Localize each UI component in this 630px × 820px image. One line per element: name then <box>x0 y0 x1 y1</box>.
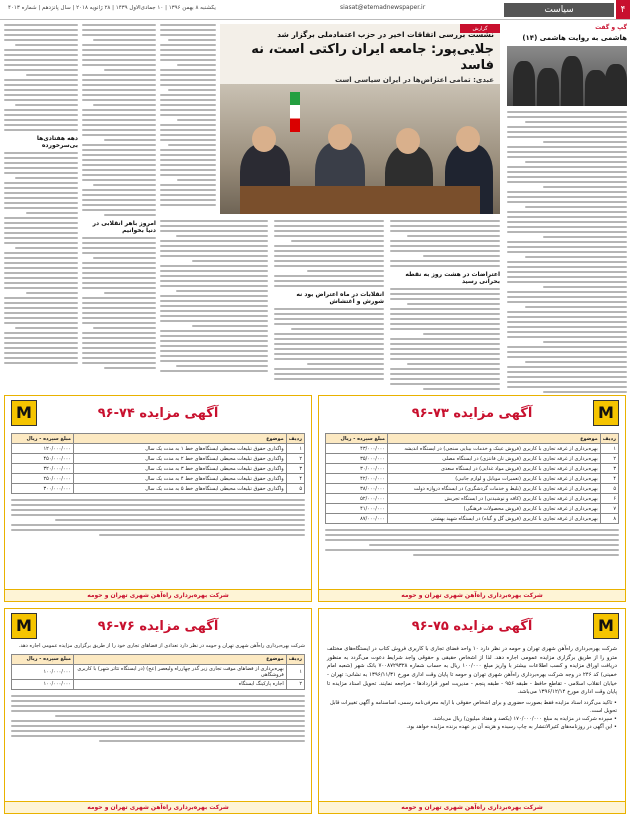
ad-table <box>325 433 619 524</box>
lead-story <box>160 24 500 384</box>
column-body <box>507 111 627 393</box>
table-row: ۱ واگذاری حقوق تبلیغات محیطی ایستگاه‌های خط ۱ به مدت یک سال ۱۲۰/۰۰۰/۰۰۰ <box>12 444 305 454</box>
table-row: ۶ بهره‌برداری از غرفه تجاری با کاربری (کافه و نوشیدنی) در ایستگاه تجریش ۵۲/۰۰۰/۰۰۰ <box>326 494 619 504</box>
lead-body-side <box>160 24 216 214</box>
table-row: ۲ اجاره پارکینگ ایستگاه ۱۰۰/۰۰۰/۰۰۰ <box>12 679 305 689</box>
dateline: یکشنبه ۸ بهمن ۱۳۹۶ | ۱۰ جمادی‌الاول ۱۴۳۹ | ۲۸ ژانویه ۲۰۱۸ | سال پانزدهم | شماره ۴۰۱۳ <box>8 5 216 11</box>
lead-body-col2 <box>274 220 384 380</box>
col-header: مبلغ سپرده - ریال <box>326 434 388 444</box>
col-header: مبلغ سپرده - ریال <box>12 654 74 664</box>
metro-logo-icon: M <box>11 400 37 426</box>
page-header <box>0 0 630 20</box>
column-title: هاشمی به روایت هاشمی (۱۴) <box>522 34 627 42</box>
metro-logo-icon: M <box>11 613 37 639</box>
table-row: ۱ بهره‌برداری از فضاهای موقت تجاری زیر گذر چهارراه ولیعصر (عج) (در ایستگاه تئاتر شهر) با کاربری فروشگاهی ۱۰۰/۰۰۰/۰۰۰ <box>12 664 305 679</box>
table-row: ۴ واگذاری حقوق تبلیغات محیطی ایستگاه‌های خط ۴ به مدت یک سال ۲۵۰/۰۰۰/۰۰۰ <box>12 474 305 484</box>
ad-signature: شرکت بهره‌برداری راه‌آهن شهری تهران و حومه <box>5 589 311 601</box>
table-row: ۸ بهره‌برداری از غرفه تجاری با کاربری (فروش گل و گیاه) در ایستگاه شهید بهشتی ۸۷/۰۰۰/۰۰۰ <box>326 514 619 524</box>
table-row: ۳ واگذاری حقوق تبلیغات محیطی ایستگاه‌های خط ۳ به مدت یک سال ۳۲۰/۰۰۰/۰۰۰ <box>12 464 305 474</box>
section-title: سیاست <box>504 3 614 17</box>
table-row: ۲ بهره‌برداری از غرفه تجاری با کاربری (فروش نان فانتزی) در ایستگاه مصلی ۳۵/۰۰۰/۰۰۰ <box>326 454 619 464</box>
story-subline: عبدی: تمامی اعتراض‌ها در ایران سیاسی است <box>335 76 494 85</box>
right-column <box>507 24 627 384</box>
ad-bullet: • تاکید می‌گردد اسناد مزایده فقط بصورت حضوری و برای اشخاص حقوقی با ارایه معرفی‌نامه رسمی، اساسنامه و آگهی تغییرات قابل تحویل است. <box>330 699 617 714</box>
ad-title: آگهی مزایده ۷۳-۹۶ <box>411 405 533 421</box>
story-headline[interactable]: جلایی‌پور: جامعه ایران راکتی است، نه فاسد <box>251 42 494 73</box>
metro-logo-icon: M <box>593 613 619 639</box>
table-row: ۲ واگذاری حقوق تبلیغات محیطی ایستگاه‌های خط ۲ به مدت یک سال ۴۵۰/۰۰۰/۰۰۰ <box>12 454 305 464</box>
subhead-revolution: امروز باهر انقلابی در دنیا بخوانیم <box>92 220 156 234</box>
story-kicker: نشست بررسی اتفاقات اخیر در حزب اعتمادملی برگزار شد <box>277 30 494 39</box>
col-header: ردیف <box>286 654 304 664</box>
ad-signature: شرکت بهره‌برداری راه‌آهن شهری تهران و حومه <box>319 801 625 813</box>
ad-73 <box>318 395 626 602</box>
ad-title: آگهی مزایده ۷۶-۹۶ <box>97 618 219 634</box>
subhead-crisis: اعتراضات در هشت روز به نقطه بحرانی رسید <box>405 271 500 285</box>
table-row: ۵ واگذاری حقوق تبلیغات محیطی ایستگاه‌های خط ۵ به مدت یک سال ۳۰۰/۰۰۰/۰۰۰ <box>12 484 305 494</box>
ad-table <box>11 654 305 690</box>
table-row: ۷ بهره‌برداری از غرفه تجاری با کاربری (فروش محصولات فرهنگی) ۴۱/۰۰۰/۰۰۰ <box>326 504 619 514</box>
table-row: ۱ بهره‌برداری از غرفه تجاری با کاربری (فروش عینک و خدمات بینایی سنجی) در ایستگاه اندیشه ۴۳/۰۰۰/۰۰۰ <box>326 444 619 454</box>
col-header: موضوع <box>74 434 287 444</box>
col-header: موضوع <box>74 654 287 664</box>
col-header: مبلغ سپرده - ریال <box>12 434 74 444</box>
table-row: ۵ بهره‌برداری از غرفه تجاری با کاربری (بلیط و خدمات گردشگری) در ایستگاه دروازه دولت ۳۸/۰۰۰/۰۰۰ <box>326 484 619 494</box>
ad-76 <box>4 608 312 814</box>
family-photo <box>507 46 627 106</box>
col-header: ردیف <box>286 434 304 444</box>
ad-intro: شرکت بهره‌برداری راه‌آهن شهری تهران و حومه در نظر دارد تعدادی از فضاهای تجاری خود را از طریق برگزاری مزایده عمومی اجاره دهد. <box>18 643 305 649</box>
website-email[interactable]: siasat@etemadnewspaper.ir <box>340 4 426 11</box>
page-number: ۴ <box>616 0 630 19</box>
ad-bullet: • سپرده شرکت در مزایده به مبلغ ۱۷۰/۰۰۰/۰۰۰ (یکصد و هفتاد میلیون) ریال می‌باشد. <box>432 715 617 722</box>
report-label: گزارش <box>460 24 500 33</box>
ad-table <box>11 433 305 494</box>
subhead-protest: انقلابات در ماه اعتراض بود نه شورش و اغتشاش <box>296 291 384 305</box>
table-row: ۴ بهره‌برداری از غرفه تجاری با کاربری (تعمیرات موبایل و لوازم جانبی) ۴۲/۰۰۰/۰۰۰ <box>326 474 619 484</box>
ad-title: آگهی مزایده ۷۴-۹۶ <box>97 405 219 421</box>
left-columns <box>4 24 156 384</box>
ad-body: شرکت بهره‌برداری راه‌آهن شهری تهران و حومه در نظر دارد ۱۰ واحد فضای تجاری با کاربری فروش کتاب در ایستگاه‌های مختلف مترو را از طریق برگزاری مزایده عمومی اجاره دهد. لذا از اشخاص حقیقی و حقوقی واجد شرایط دعوت می‌گردد به منظور دریافت اوراق مزایده و کسب اطلاعات بیشتر با واریز مبلغ ۱۰۰/۰۰۰ ریال به حساب شماره ۷۰۰۸۷۲۹۳۲۸ بانک شهر (شعبه امام خمینی) کد ۲۴۶ در وجه شرکت بهره‌برداری راه‌آهن شهری تهران و حومه تا پایان وقت اداری مورخ ۱۳۹۶/۱۱/۳۱ به نشانی: تهران - خیابان انقلاب اسلامی - تقاطع حافظ - طبقه ۹۵۶ - طبقه پنجم - مدیریت امور قراردادها - مراجعه نمایند. تحویل اسناد مزایده تا پایان وقت اداری مورخ ۱۳۹۶/۱۲/۱۴ می‌باشد. <box>327 646 618 696</box>
col-header: موضوع <box>388 434 601 444</box>
lead-body-col3 <box>160 220 268 372</box>
ad-bullet: • این آگهی در روزنامه‌های کثیرالانتشار به چاپ رسیده و هزینه آن بر عهده برنده مزایده خواهد بود. <box>406 724 617 731</box>
ad-signature: شرکت بهره‌برداری راه‌آهن شهری تهران و حومه <box>319 589 625 601</box>
left-col-b <box>4 24 78 384</box>
left-col-a <box>82 24 156 384</box>
table-row: ۳ بهره‌برداری از غرفه تجاری با کاربری (فروش مواد غذایی) در ایستگاه سعدی ۳۰/۰۰۰/۰۰۰ <box>326 464 619 474</box>
ad-74 <box>4 395 312 602</box>
col-header: ردیف <box>600 434 618 444</box>
subhead-seventies: دهه هفتادی‌ها بی‌سرخورده <box>36 135 78 149</box>
lead-hero <box>220 24 500 214</box>
metro-logo-icon: M <box>593 400 619 426</box>
meeting-photo <box>220 84 500 214</box>
column-label: گپ و گفت <box>595 24 627 31</box>
ad-75 <box>318 608 626 814</box>
ad-title: آگهی مزایده ۷۵-۹۶ <box>411 618 533 634</box>
ad-signature: شرکت بهره‌برداری راه‌آهن شهری تهران و حومه <box>5 801 311 813</box>
lead-body-col1 <box>390 220 500 390</box>
